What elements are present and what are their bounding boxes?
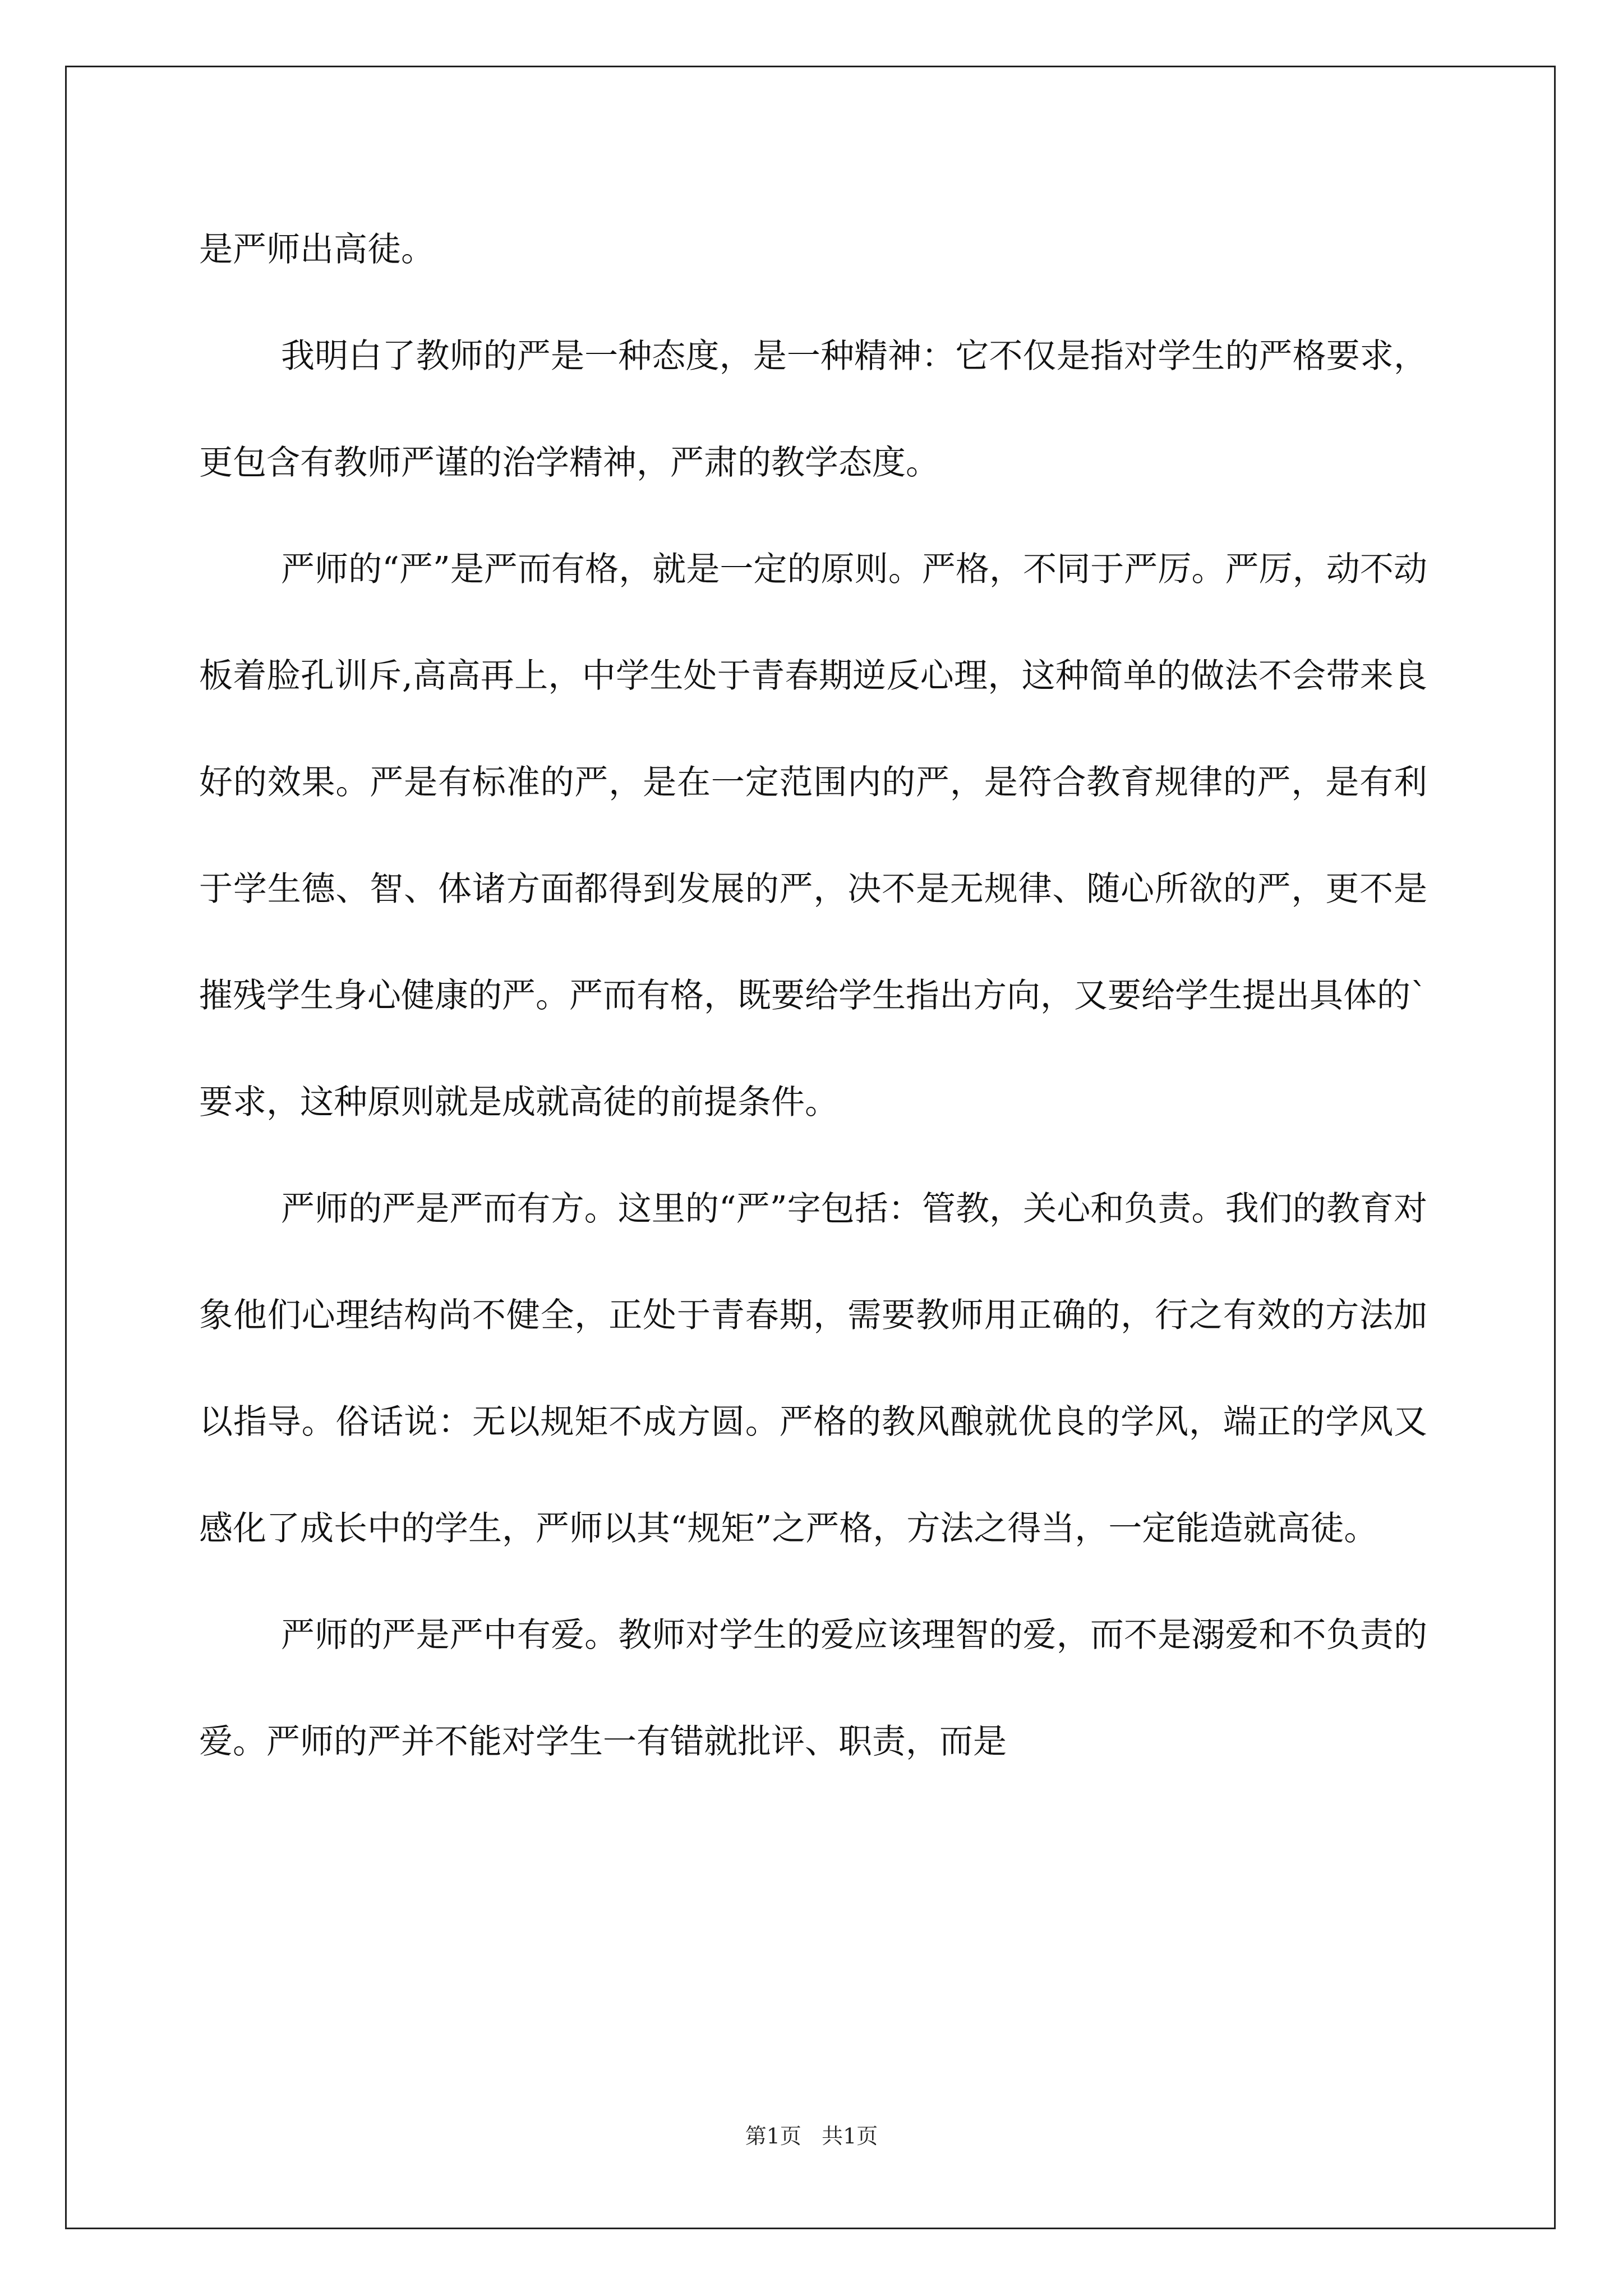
page-total: 共1页 xyxy=(822,2124,878,2148)
paragraph: 严师的严是严而有方。这里的“严”字包括：管教，关心和负责。我们的教育对象他们心理结构尚不健全，正处于青春期，需要教师用正确的，行之有效的方法加以指导。俗话说：无以规矩不成方圆。严格的教风酿就优良的学风，端正的学风又感化了成长中的学生，严师以其“规矩”之严格，方法之得当，一定能造就高徒。 xyxy=(199,1189,1427,1548)
page-footer xyxy=(0,2122,1623,2150)
paragraph: 严师的严是严中有爱。教师对学生的爱应该理智的爱，而不是溺爱和不负责的爱。严师的严并不能对学生一有错就批评、职责，而是 xyxy=(199,1616,1427,1761)
paragraph: 是严师出高徒。 xyxy=(199,230,435,269)
document-body xyxy=(199,196,1427,1795)
paragraph: 我明白了教师的严是一种态度，是一种精神：它不仅是指对学生的严格要求，更包含有教师严谨的治学精神，严肃的教学态度。 xyxy=(199,337,1427,482)
page-number: 第1页 xyxy=(745,2124,801,2148)
paragraph: 严师的“严”是严而有格，就是一定的原则。严格，不同于严厉。严厉，动不动板着脸孔训斥,高高再上，中学生处于青春期逆反心理，这种简单的做法不会带来良好的效果。严是有标准的严，是在一定范围内的严，是符合教育规律的严，是有利于学生德、智、体诸方面都得到发展的严，决不是无规律、随心所欲的严，更不是摧残学生身心健康的严。严而有格，既要给学生指出方向，又要给学生提出具体的`要求，这种原则就是成就高徒的前提条件。 xyxy=(199,550,1427,1122)
